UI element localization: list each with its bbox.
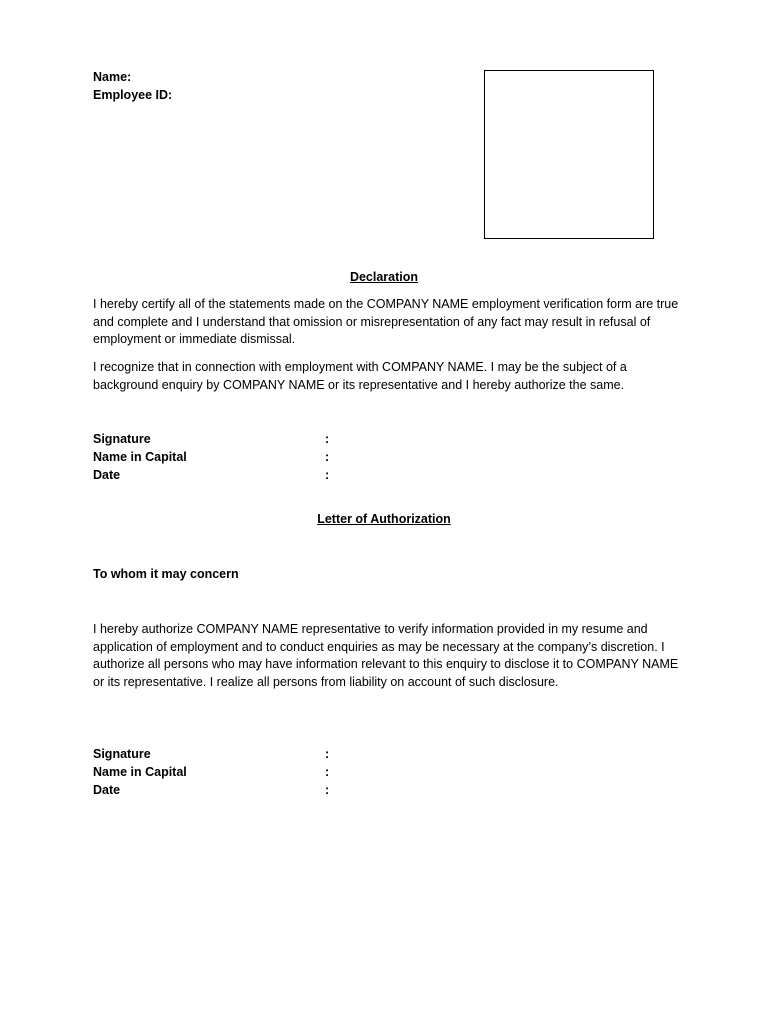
authorization-paragraph: I hereby authorize COMPANY NAME representative to verify information provided in my resume and application of employment and to conduct enquiries as may be necessary at the company’s discretion. I authorize all persons who may have information relevant to this enquiry to disclose it to COMPANY NAME or its representative. I realize all persons from liability on account of such disclosure. bbox=[93, 622, 679, 689]
signature-colon: : bbox=[325, 747, 330, 761]
date-label: Date bbox=[93, 468, 121, 482]
salutation: To whom it may concern bbox=[93, 567, 239, 581]
name-in-capital-label: Name in Capital bbox=[93, 450, 187, 464]
name-in-capital-label: Name in Capital bbox=[93, 765, 187, 779]
signature-colon: : bbox=[325, 432, 330, 446]
date-label: Date bbox=[93, 783, 121, 797]
declaration-paragraph-1: I hereby certify all of the statements made on the COMPANY NAME employment verification form are true and complete and I understand that omission or misrepresentation of any fact may result in refusal of employment or immediate dismissal. bbox=[93, 297, 679, 346]
authorization-title: Letter of Authorization bbox=[317, 512, 451, 526]
signature-label: Signature bbox=[93, 432, 151, 446]
declaration-paragraph-2: I recognize that in connection with employment with COMPANY NAME. I may be the subject of a background enquiry by COMPANY NAME or its representative and I hereby authorize the same. bbox=[93, 360, 627, 392]
date-colon: : bbox=[325, 468, 330, 482]
employee-id-label: Employee ID: bbox=[93, 88, 173, 102]
declaration-title: Declaration bbox=[349, 270, 419, 284]
name-label: Name: bbox=[93, 70, 132, 84]
signature-label: Signature bbox=[93, 747, 151, 761]
date-colon: : bbox=[325, 783, 330, 797]
name-in-capital-colon: : bbox=[325, 765, 330, 779]
photo-box bbox=[484, 70, 654, 239]
name-in-capital-colon: : bbox=[325, 450, 330, 464]
